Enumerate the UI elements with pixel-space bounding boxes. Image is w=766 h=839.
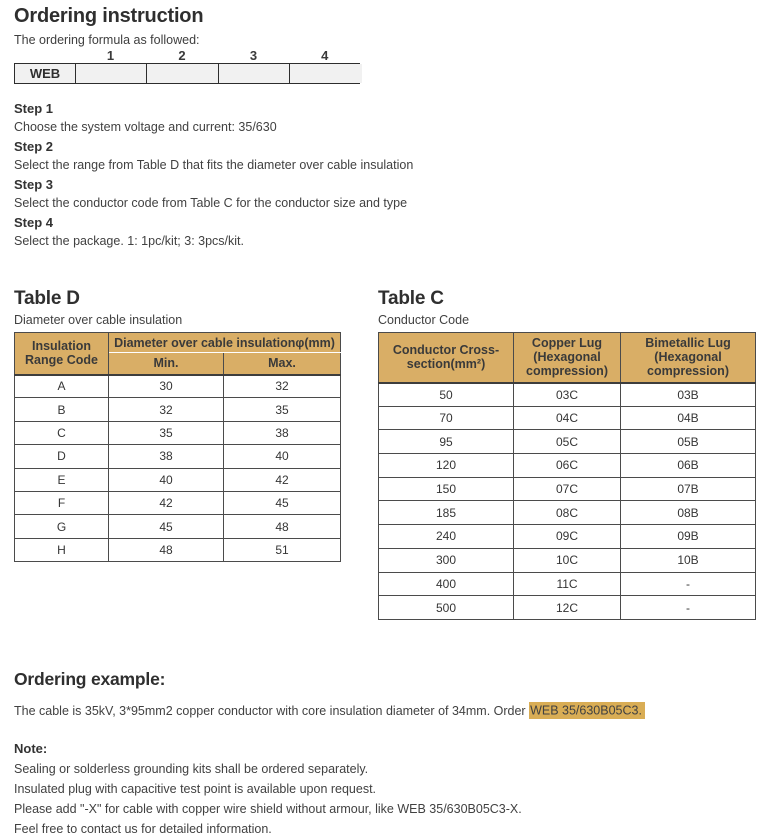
ordering-example-title: Ordering example: xyxy=(14,668,166,689)
cell-bimetallic-code: 08B xyxy=(621,501,756,525)
table-row xyxy=(379,406,756,430)
page-title: Ordering instruction xyxy=(14,5,204,27)
table-row xyxy=(379,572,756,596)
table-row xyxy=(379,430,756,454)
table-c-header-bimetallic-lug: Bimetallic Lug (Hexagonal compression) xyxy=(621,333,756,383)
cell-min: 48 xyxy=(109,538,224,561)
table-row xyxy=(15,398,341,421)
step-1-text: Choose the system voltage and current: 35/630 xyxy=(14,120,277,134)
note-label: Note: xyxy=(14,740,48,756)
cell-code: B xyxy=(15,398,109,421)
ordering-example-text xyxy=(14,703,755,719)
formula-cell-2 xyxy=(147,64,219,83)
formula-cell-1 xyxy=(76,64,147,83)
step-2-text: Select the range from Table D that fits the diameter over cable insulation xyxy=(14,158,414,172)
cell-bimetallic-code: 05B xyxy=(621,430,756,454)
table-c-header-copper-lug: Copper Lug (Hexagonal compression) xyxy=(514,333,621,383)
cell-copper-code: 06C xyxy=(514,454,621,478)
table-d-title: Table D xyxy=(14,288,80,309)
table-d-section xyxy=(14,288,340,562)
cell-bimetallic-code: 10B xyxy=(621,548,756,572)
table-row xyxy=(15,491,341,514)
note-line-1: Sealing or solderless grounding kits shall be ordered separately. xyxy=(14,761,369,776)
step-1-label: Step 1 xyxy=(14,101,54,116)
cell-max: 32 xyxy=(224,375,341,398)
table-row xyxy=(379,383,756,407)
cell-bimetallic-code: 09B xyxy=(621,525,756,549)
cell-min: 35 xyxy=(109,421,224,444)
cell-copper-code: 04C xyxy=(514,406,621,430)
cell-size: 500 xyxy=(379,596,514,620)
note-line-2: Insulated plug with capacitive test point is available upon request. xyxy=(14,781,377,796)
cell-min: 40 xyxy=(109,468,224,491)
table-row xyxy=(15,421,341,444)
table-d-header-diameter-group: Diameter over cable insulationφ(mm) xyxy=(109,333,341,353)
cell-code: E xyxy=(15,468,109,491)
cell-copper-code: 07C xyxy=(514,477,621,501)
table-d-header-range-code: Insulation Range Code xyxy=(15,333,109,375)
formula-position-2: 2 xyxy=(178,48,186,63)
table-row xyxy=(15,445,341,468)
cell-max: 51 xyxy=(224,538,341,561)
table-row xyxy=(379,501,756,525)
cell-bimetallic-code: 03B xyxy=(621,383,756,407)
cell-size: 400 xyxy=(379,572,514,596)
cell-size: 120 xyxy=(379,454,514,478)
steps-list xyxy=(14,99,755,251)
formula-position-spacer xyxy=(14,49,75,63)
table-row xyxy=(15,515,341,538)
cell-bimetallic-code: - xyxy=(621,596,756,620)
note-line-4: Feel free to contact us for detailed information. xyxy=(14,821,272,836)
cell-size: 95 xyxy=(379,430,514,454)
cell-copper-code: 03C xyxy=(514,383,621,407)
formula-position-3: 3 xyxy=(249,48,258,63)
table-d xyxy=(14,332,341,562)
formula-position-4: 4 xyxy=(321,48,329,63)
table-row xyxy=(379,477,756,501)
table-c-section xyxy=(378,288,755,620)
example-text-before: The cable is 35kV, 3*95mm2 copper conductor with core insulation diameter of 34mm. Order xyxy=(14,703,530,718)
cell-size: 70 xyxy=(379,406,514,430)
cell-size: 185 xyxy=(379,501,514,525)
cell-code: D xyxy=(15,445,109,468)
cell-bimetallic-code: 07B xyxy=(621,477,756,501)
cell-copper-code: 09C xyxy=(514,525,621,549)
table-c-header-cross-section: Conductor Cross-section(mm²) xyxy=(379,333,514,383)
step-4-label: Step 4 xyxy=(14,215,54,230)
order-code-highlight: WEB 35/630B05C3. xyxy=(529,702,645,719)
step-3-text: Select the conductor code from Table C for the conductor size and type xyxy=(14,196,408,210)
cell-copper-code: 12C xyxy=(514,596,621,620)
cell-copper-code: 10C xyxy=(514,548,621,572)
formula-position-labels xyxy=(14,49,360,63)
note-line-3: Please add "-X" for cable with copper wire shield without armour, like WEB 35/630B05C3-X. xyxy=(14,801,522,816)
tables-section xyxy=(14,288,755,620)
cell-max: 48 xyxy=(224,515,341,538)
cell-min: 42 xyxy=(109,491,224,514)
table-c-title: Table C xyxy=(378,288,444,309)
cell-copper-code: 08C xyxy=(514,501,621,525)
formula-position-1: 1 xyxy=(106,48,115,63)
table-row xyxy=(15,538,341,561)
table-c xyxy=(378,332,756,620)
cell-code: H xyxy=(15,538,109,561)
table-d-subtitle: Diameter over cable insulation xyxy=(14,313,183,327)
cell-code: G xyxy=(15,515,109,538)
step-2-label: Step 2 xyxy=(14,139,54,154)
cell-max: 40 xyxy=(224,445,341,468)
table-row xyxy=(379,596,756,620)
cell-code: F xyxy=(15,491,109,514)
cell-min: 38 xyxy=(109,445,224,468)
table-c-subtitle: Conductor Code xyxy=(378,313,470,327)
step-4-text: Select the package. 1: 1pc/kit; 3: 3pcs/kit. xyxy=(14,234,244,248)
cell-min: 32 xyxy=(109,398,224,421)
table-row xyxy=(15,375,341,398)
cell-copper-code: 05C xyxy=(514,430,621,454)
cell-size: 240 xyxy=(379,525,514,549)
table-d-header-min: Min. xyxy=(109,353,224,375)
formula-intro-text: The ordering formula as followed: xyxy=(14,33,200,47)
step-3-label: Step 3 xyxy=(14,177,54,192)
formula-prefix-cell: WEB xyxy=(15,64,76,83)
formula-table xyxy=(14,63,360,84)
cell-min: 30 xyxy=(109,375,224,398)
cell-code: A xyxy=(15,375,109,398)
formula-cell-4 xyxy=(290,64,362,83)
table-d-header-max: Max. xyxy=(224,353,341,375)
cell-bimetallic-code: - xyxy=(621,572,756,596)
cell-size: 50 xyxy=(379,383,514,407)
cell-size: 150 xyxy=(379,477,514,501)
formula-cell-3 xyxy=(219,64,290,83)
cell-min: 45 xyxy=(109,515,224,538)
cell-bimetallic-code: 04B xyxy=(621,406,756,430)
cell-copper-code: 11C xyxy=(514,572,621,596)
cell-code: C xyxy=(15,421,109,444)
ordering-formula xyxy=(14,49,360,84)
table-row xyxy=(15,468,341,491)
table-row xyxy=(379,525,756,549)
cell-max: 42 xyxy=(224,468,341,491)
cell-max: 38 xyxy=(224,421,341,444)
table-row xyxy=(379,454,756,478)
cell-max: 35 xyxy=(224,398,341,421)
cell-max: 45 xyxy=(224,491,341,514)
cell-bimetallic-code: 06B xyxy=(621,454,756,478)
table-row xyxy=(379,548,756,572)
cell-size: 300 xyxy=(379,548,514,572)
note-section xyxy=(14,739,755,839)
ordering-example-section xyxy=(14,669,755,719)
